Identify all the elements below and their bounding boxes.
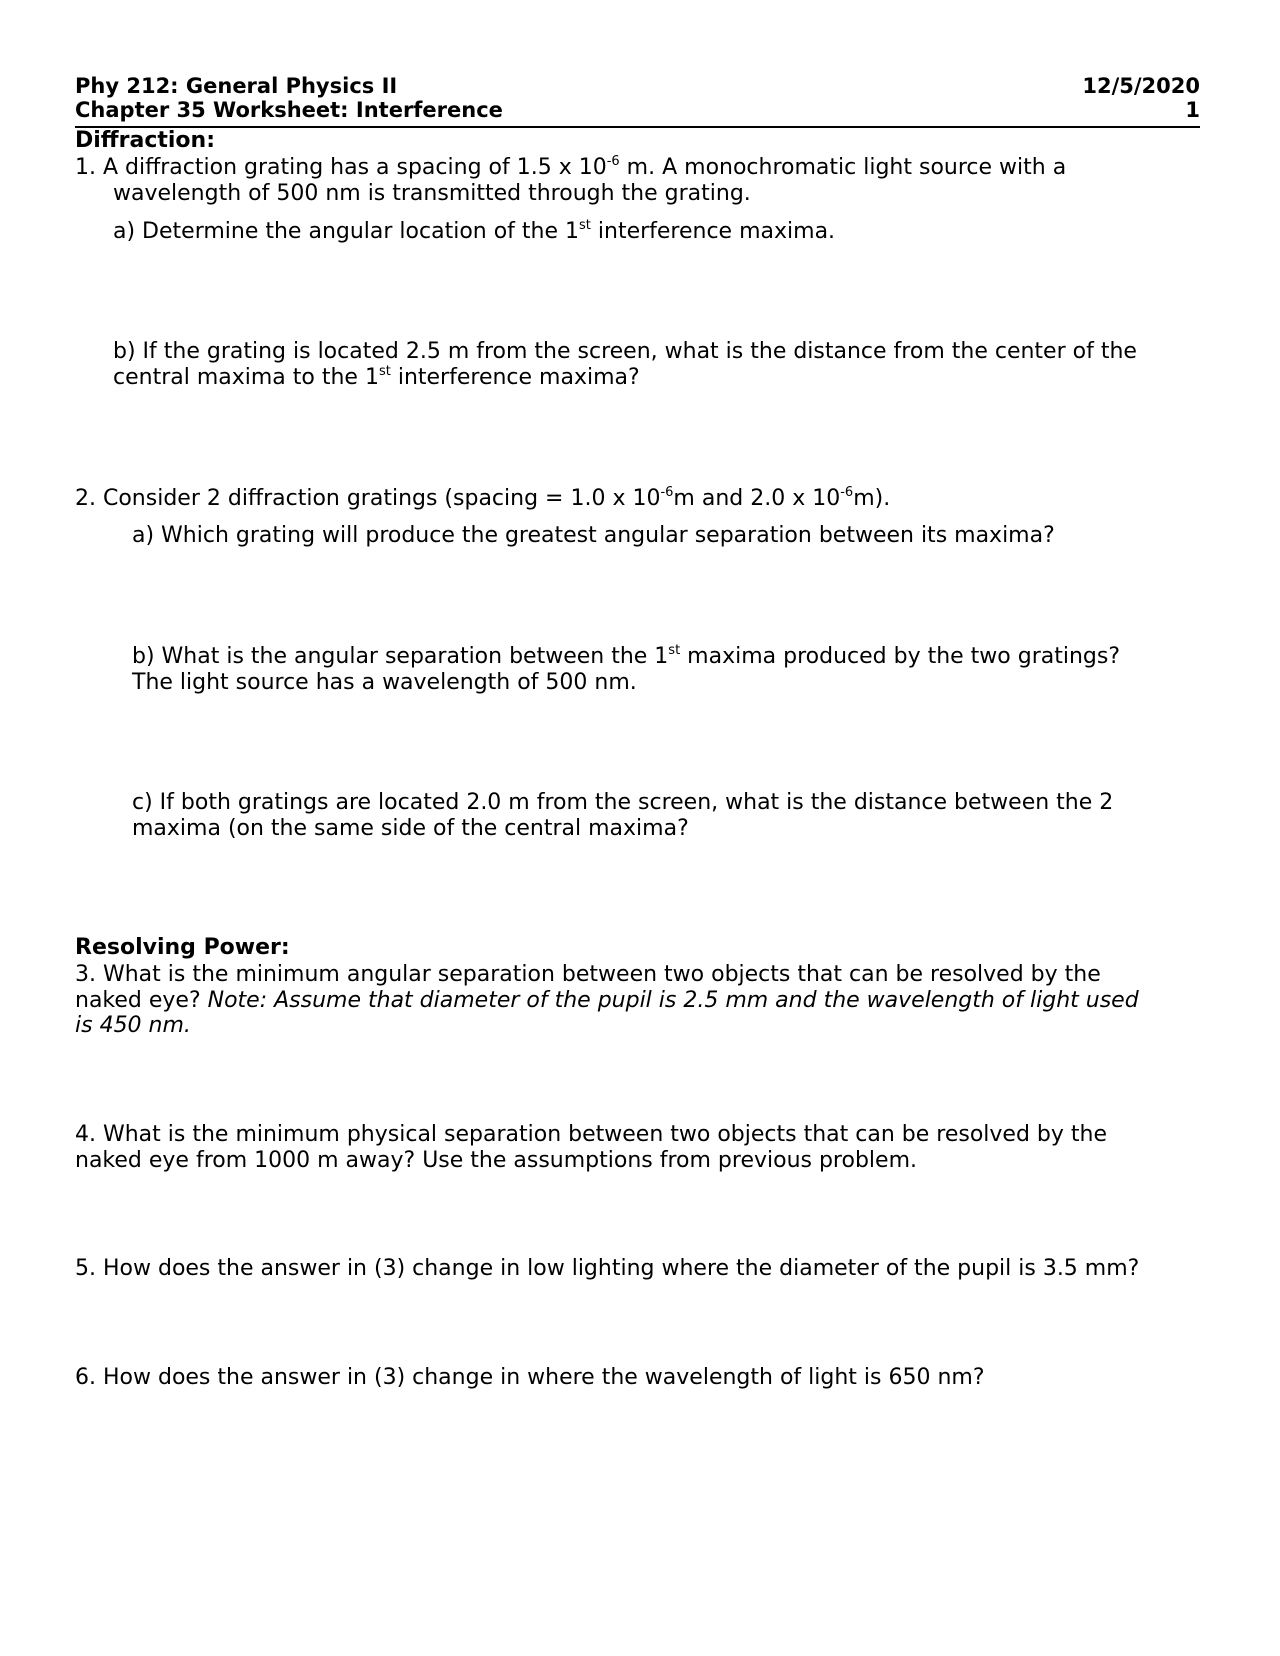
q1-part-b-line2 <box>113 364 640 391</box>
q1a-text-post: interference maxima. <box>590 219 836 244</box>
q1b-text-pre: central maxima to the 1 <box>113 365 379 390</box>
q1-line1-text-a: 1. A diffraction grating has a spacing of 1.5 x 10 <box>75 155 607 180</box>
q1a-text-pre: a) Determine the angular location of the 1 <box>113 219 580 244</box>
q1-part-a <box>113 218 835 245</box>
q3-text-plain: naked eye? <box>75 988 208 1013</box>
q2-text-c: m). <box>853 486 891 511</box>
worksheet-title: Chapter 35 Worksheet: Interference <box>75 98 503 122</box>
q1-line2: wavelength of 500 nm is transmitted through the grating. <box>113 181 751 206</box>
q1b-text-post: interference maxima? <box>390 365 640 390</box>
q1a-superscript: st <box>579 217 591 233</box>
q2-part-b-line1 <box>132 643 1120 670</box>
q2-exponent-1: -6 <box>660 484 674 500</box>
q2-part-b-line2: The light source has a wavelength of 500 nm. <box>132 670 637 695</box>
q2-text-b: m and 2.0 x 10 <box>673 486 841 511</box>
header-rule <box>75 126 1200 128</box>
q2-part-a: a) Which grating will produce the greatest angular separation between its maxima? <box>132 523 1055 548</box>
course-title: Phy 212: General Physics II <box>75 74 398 98</box>
q3-line1: 3. What is the minimum angular separation between two objects that can be resolved by the <box>75 962 1101 987</box>
q1-part-b-line1: b) If the grating is located 2.5 m from the screen, what is the distance from the center of the <box>113 339 1137 364</box>
q3-note-italic: Note: Assume that diameter of the pupil is 2.5 mm and the wavelength of light used <box>207 988 1139 1013</box>
q2b-text-pre: b) What is the angular separation between the 1 <box>132 644 669 669</box>
q1b-superscript: st <box>378 363 391 379</box>
q1-line1-exponent: -6 <box>606 153 620 169</box>
q3-line3: is 450 nm. <box>75 1013 191 1038</box>
section-heading-resolving-power: Resolving Power: <box>75 935 290 960</box>
q1-line1-text-b: m. A monochromatic light source with a <box>619 155 1067 180</box>
header-date: 12/5/2020 <box>1082 74 1200 98</box>
q2-part-c-line2: maxima (on the same side of the central maxima? <box>132 816 689 841</box>
q3-line2 <box>75 987 1139 1014</box>
q1-line1 <box>75 154 1066 181</box>
q2b-superscript: st <box>668 642 681 658</box>
q2-part-c-line1: c) If both gratings are located 2.0 m from the screen, what is the distance between the 2 <box>132 790 1114 815</box>
q2b-text-post: maxima produced by the two gratings? <box>680 644 1121 669</box>
q4-line1: 4. What is the minimum physical separation between two objects that can be resolved by the <box>75 1122 1107 1147</box>
q4-line2: naked eye from 1000 m away? Use the assumptions from previous problem. <box>75 1148 917 1173</box>
page-number: 1 <box>1185 98 1200 122</box>
q2-text-a: 2. Consider 2 diffraction gratings (spacing = 1.0 x 10 <box>75 486 661 511</box>
q2-line1 <box>75 485 890 512</box>
q5-line1: 5. How does the answer in (3) change in low lighting where the diameter of the pupil is 3.5 mm? <box>75 1256 1140 1281</box>
q6-line1: 6. How does the answer in (3) change in where the wavelength of light is 650 nm? <box>75 1365 985 1390</box>
q2-exponent-2: -6 <box>840 484 854 500</box>
section-heading-diffraction: Diffraction: <box>75 128 215 153</box>
